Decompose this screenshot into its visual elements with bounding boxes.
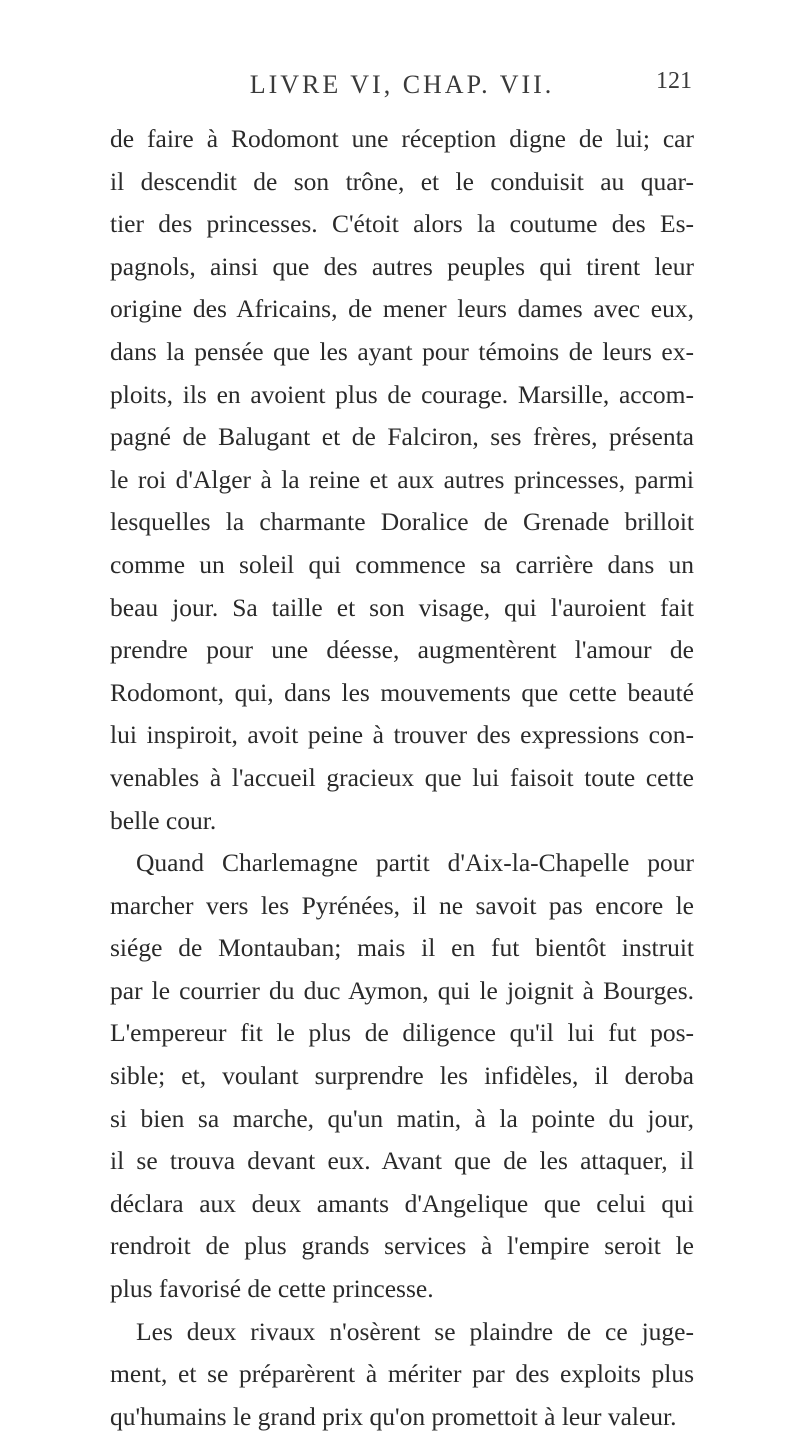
text-line: venables à l'accueil gracieux que lui faisoit toute cette	[110, 762, 694, 792]
text-line: il se trouva devant eux. Avant que de les attaquer, il	[110, 1146, 694, 1176]
text-line: belle cour.	[110, 805, 217, 835]
text-line: comme un soleil qui commence sa carrière dans un	[110, 549, 694, 579]
text-line: déclara aux deux amants d'Angelique que celui qui	[110, 1188, 694, 1218]
text-line: origine des Africains, de mener leurs dames avec eux,	[110, 294, 694, 324]
text-line: par le courrier du duc Aymon, qui le joignit à Bourges.	[110, 975, 694, 1005]
text-line: prendre pour une déesse, augmentèrent l'amour de	[110, 635, 694, 665]
text-line: lesquelles la charmante Doralice de Grenade brilloit	[110, 507, 694, 537]
text-line: marcher vers les Pyrénées, il ne savoit pas encore le	[110, 890, 694, 920]
text-line: rendroit de plus grands services à l'empire seroit le	[110, 1231, 694, 1261]
text-line: de faire à Rodomont une réception digne de lui; car	[110, 124, 694, 153]
text-line: L'empereur fit le plus de diligence qu'il lui fut pos-	[110, 1018, 694, 1048]
text-line: ment, et se préparèrent à mériter par des exploits plus	[110, 1359, 694, 1389]
text-line: plus favorisé de cette princesse.	[110, 1274, 434, 1304]
page-number: 121	[656, 68, 692, 94]
text-line: si bien sa marche, qu'un matin, à la pointe du jour,	[110, 1103, 694, 1133]
paragraph-first-line: Quand Charlemagne partit d'Aix-la-Chapelle pour	[136, 848, 694, 878]
text-line: dans la pensée que les ayant pour témoins de leurs ex-	[110, 336, 694, 366]
text-line: siége de Montauban; mais il en fut bientôt instruit	[110, 933, 694, 963]
text-line: lui inspiroit, avoit peine à trouver des expressions con-	[110, 720, 694, 750]
text-line: sible; et, voulant surprendre les infidèles, il deroba	[110, 1061, 694, 1091]
body-text	[110, 118, 694, 1438]
text-line: qu'humains le grand prix qu'on promettoit à leur valeur.	[110, 1401, 677, 1431]
running-title: LIVRE VI, CHAP. VII.	[249, 70, 555, 99]
text-line: beau jour. Sa taille et son visage, qui l'auroient fait	[110, 592, 694, 622]
text-line: tier des princesses. C'étoit alors la coutume des Es-	[110, 209, 694, 239]
text-line: le roi d'Alger à la reine et aux autres princesses, parmi	[110, 464, 694, 494]
paragraph-first-line: Les deux rivaux n'osèrent se plaindre de ce juge-	[136, 1316, 694, 1346]
text-line: ploits, ils en avoient plus de courage. Marsille, accom-	[110, 379, 694, 409]
text-line: pagné de Balugant et de Falciron, ses frères, présenta	[110, 422, 694, 452]
running-head	[112, 70, 692, 106]
text-line: Rodomont, qui, dans les mouvements que cette beauté	[110, 677, 694, 707]
text-line: pagnols, ainsi que des autres peuples qui tirent leur	[110, 251, 694, 281]
text-line: il descendit de son trône, et le conduisit au quar-	[110, 166, 694, 196]
